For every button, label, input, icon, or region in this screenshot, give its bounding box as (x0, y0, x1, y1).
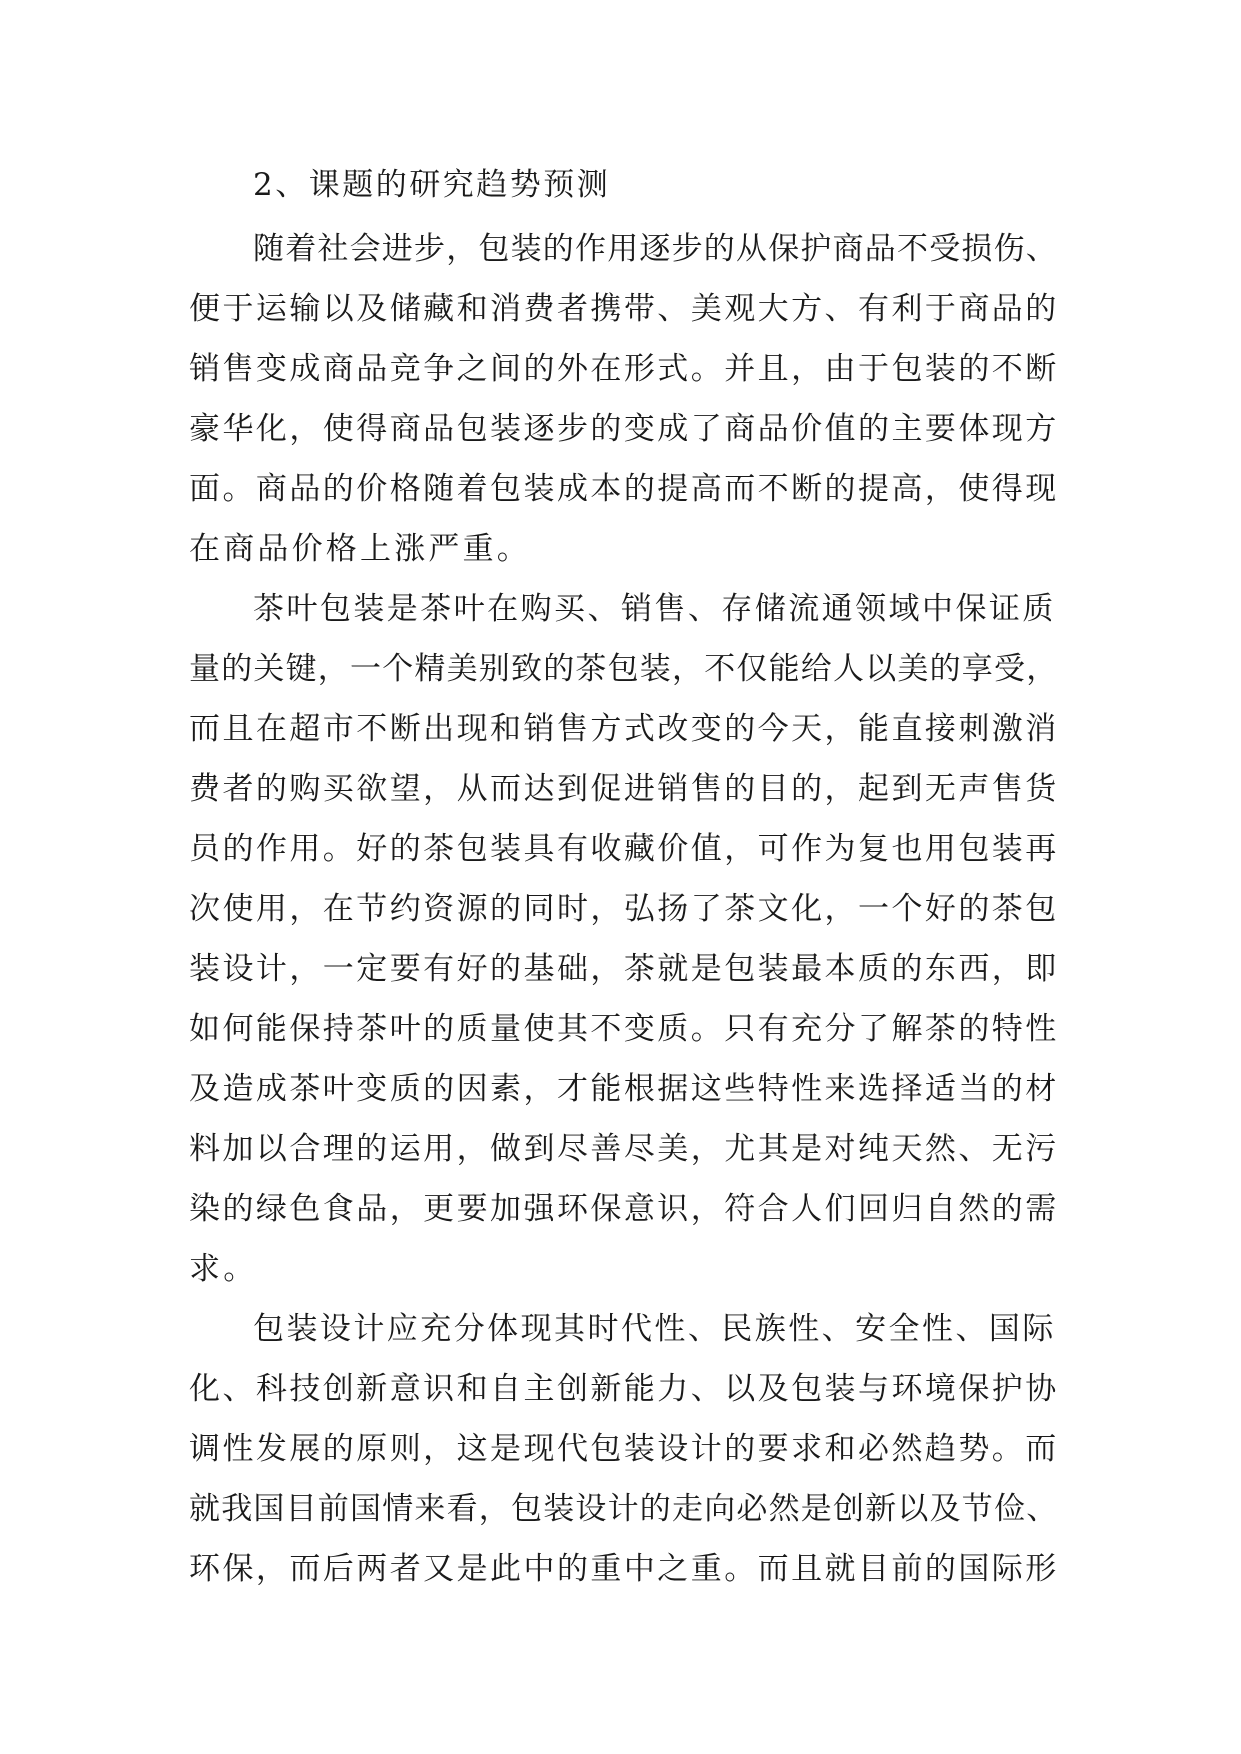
paragraph-line: 销售变成商品竞争之间的外在形式。并且，由于包装的不断 (189, 351, 1059, 387)
paragraph-line: 料加以合理的运用，做到尽善尽美，尤其是对纯天然、无污 (189, 1131, 1059, 1167)
section-heading: 2、课题的研究趋势预测 (253, 167, 611, 203)
paragraph-line: 茶叶包装是茶叶在购买、销售、存储流通领域中保证质 (253, 591, 1056, 627)
paragraph-line: 豪华化，使得商品包装逐步的变成了商品价值的主要体现方 (189, 411, 1059, 447)
paragraph-line: 而且在超市不断出现和销售方式改变的今天，能直接刺激消 (189, 711, 1059, 747)
paragraph-line: 环保，而后两者又是此中的重中之重。而且就目前的国际形 (189, 1551, 1059, 1587)
paragraph-line: 员的作用。好的茶包装具有收藏价值，可作为复也用包装再 (189, 831, 1059, 867)
paragraph-line: 在商品价格上涨严重。 (189, 531, 531, 567)
paragraph-line: 装设计，一定要有好的基础，茶就是包装最本质的东西，即 (189, 951, 1059, 987)
paragraph-line: 面。商品的价格随着包装成本的提高而不断的提高，使得现 (189, 471, 1059, 507)
paragraph-line: 费者的购买欲望，从而达到促进销售的目的，起到无声售货 (189, 771, 1059, 807)
paragraph-line: 如何能保持茶叶的质量使其不变质。只有充分了解茶的特性 (189, 1011, 1059, 1047)
paragraph-line: 染的绿色食品，更要加强环保意识，符合人们回归自然的需 (189, 1191, 1059, 1227)
paragraph-line: 调性发展的原则，这是现代包装设计的要求和必然趋势。而 (189, 1431, 1059, 1467)
paragraph-line: 量的关键，一个精美别致的茶包装，不仅能给人以美的享受， (189, 651, 1059, 687)
paragraph-line: 就我国目前国情来看，包装设计的走向必然是创新以及节俭、 (189, 1491, 1059, 1527)
paragraph-line: 便于运输以及储藏和消费者携带、美观大方、有利于商品的 (189, 291, 1059, 327)
paragraph-line: 及造成茶叶变质的因素，才能根据这些特性来选择适当的材 (189, 1071, 1059, 1107)
paragraph-line: 次使用，在节约资源的同时，弘扬了茶文化，一个好的茶包 (189, 891, 1059, 927)
paragraph-line: 包装设计应充分体现其时代性、民族性、安全性、国际 (253, 1311, 1056, 1347)
paragraph-line: 化、科技创新意识和自主创新能力、以及包装与环境保护协 (189, 1371, 1059, 1407)
paragraph-line: 求。 (189, 1251, 258, 1287)
paragraph-line: 随着社会进步，包装的作用逐步的从保护商品不受损伤、 (253, 231, 1058, 267)
